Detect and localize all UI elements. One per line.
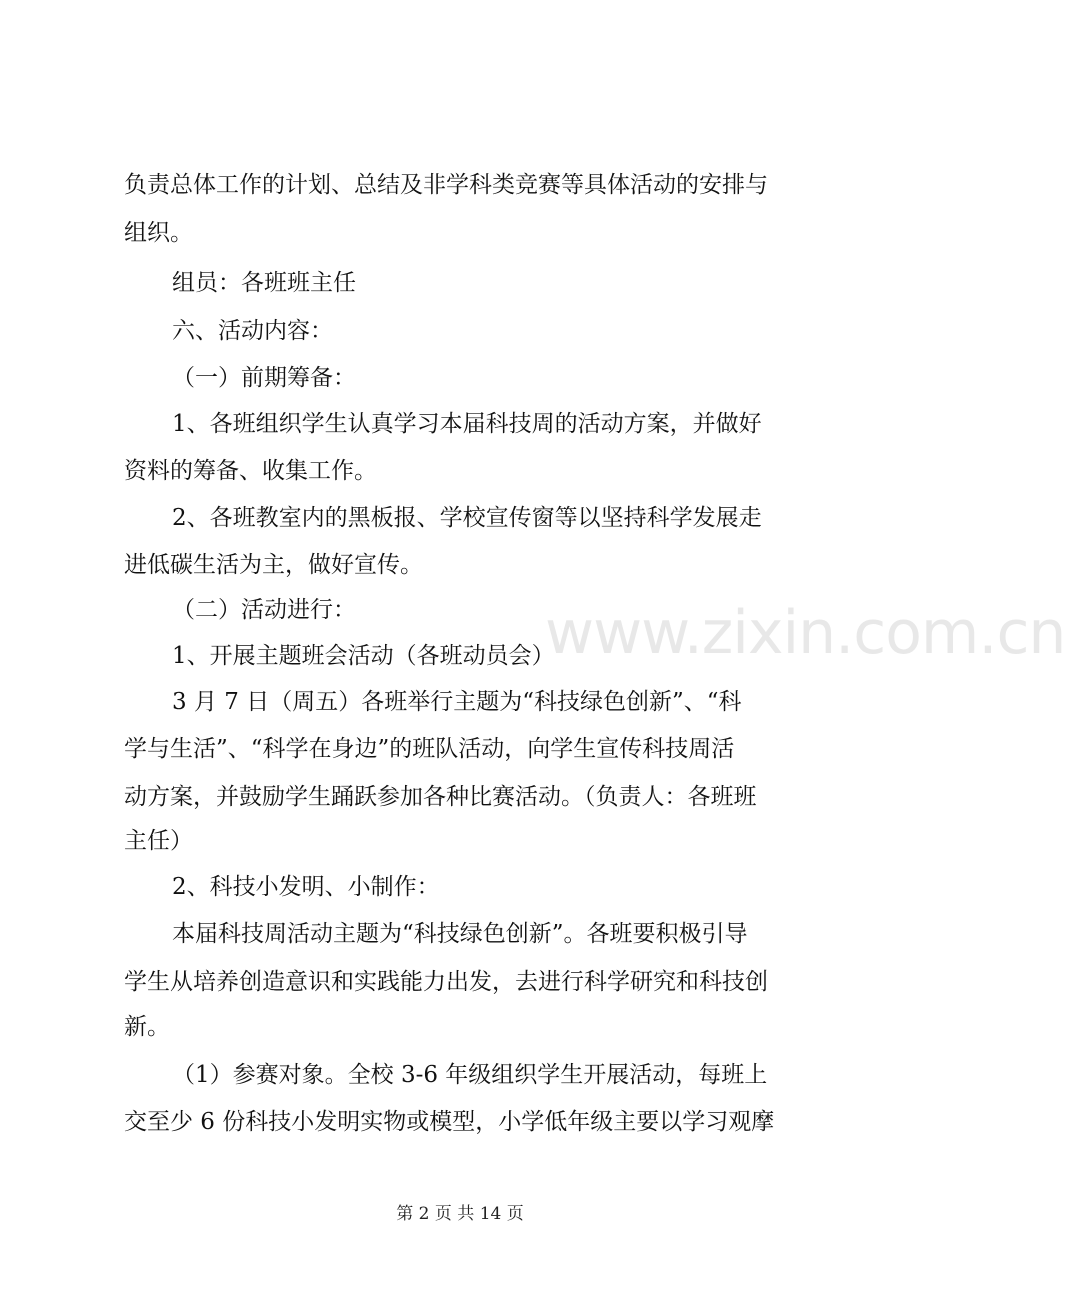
subsection-heading: （二）活动进行： (172, 597, 356, 623)
text-line: 进低碳生活为主，做好宣传。 (124, 552, 423, 578)
text-line: （1）参赛对象。全校 3-6 年级组织学生开展活动，每班上 (172, 1062, 768, 1088)
text-line: 负责总体工作的计划、总结及非学科类竞赛等具体活动的安排与 (124, 172, 768, 198)
text-line: 新。 (124, 1014, 170, 1040)
text-line: 2、科技小发明、小制作： (172, 874, 440, 900)
watermark: www.zixin.com.cn (545, 598, 1065, 668)
text-line: 动方案，并鼓励学生踊跃参加各种比赛活动。（负责人：各班班 (124, 784, 757, 810)
subsection-heading: （一）前期筹备： (172, 365, 356, 391)
text-line: 资料的筹备、收集工作。 (124, 458, 377, 484)
text-line: 学生从培养创造意识和实践能力出发，去进行科学研究和科技创 (124, 969, 768, 995)
text-line: 2、各班教室内的黑板报、学校宣传窗等以坚持科学发展走 (172, 505, 762, 531)
page-footer: 第 2 页 共 14 页 (396, 1204, 524, 1224)
text-line: 本届科技周活动主题为“科技绿色创新”。各班要积极引导 (172, 921, 748, 947)
text-line: 学与生活”、“科学在身边”的班队活动，向学生宣传科技周活 (124, 736, 735, 762)
text-line: 主任） (124, 828, 193, 854)
section-heading: 六、活动内容： (172, 318, 333, 344)
text-line: 1、各班组织学生认真学习本届科技周的活动方案，并做好 (172, 411, 762, 437)
text-line: 组员：各班班主任 (172, 270, 356, 296)
text-line: 1、开展主题班会活动（各班动员会） (172, 643, 555, 669)
text-line: 3 月 7 日（周五）各班举行主题为“科技绿色创新”、“科 (172, 689, 742, 715)
text-line: 组织。 (124, 220, 193, 246)
text-line: 交至少 6 份科技小发明实物或模型，小学低年级主要以学习观摩 (124, 1109, 775, 1135)
